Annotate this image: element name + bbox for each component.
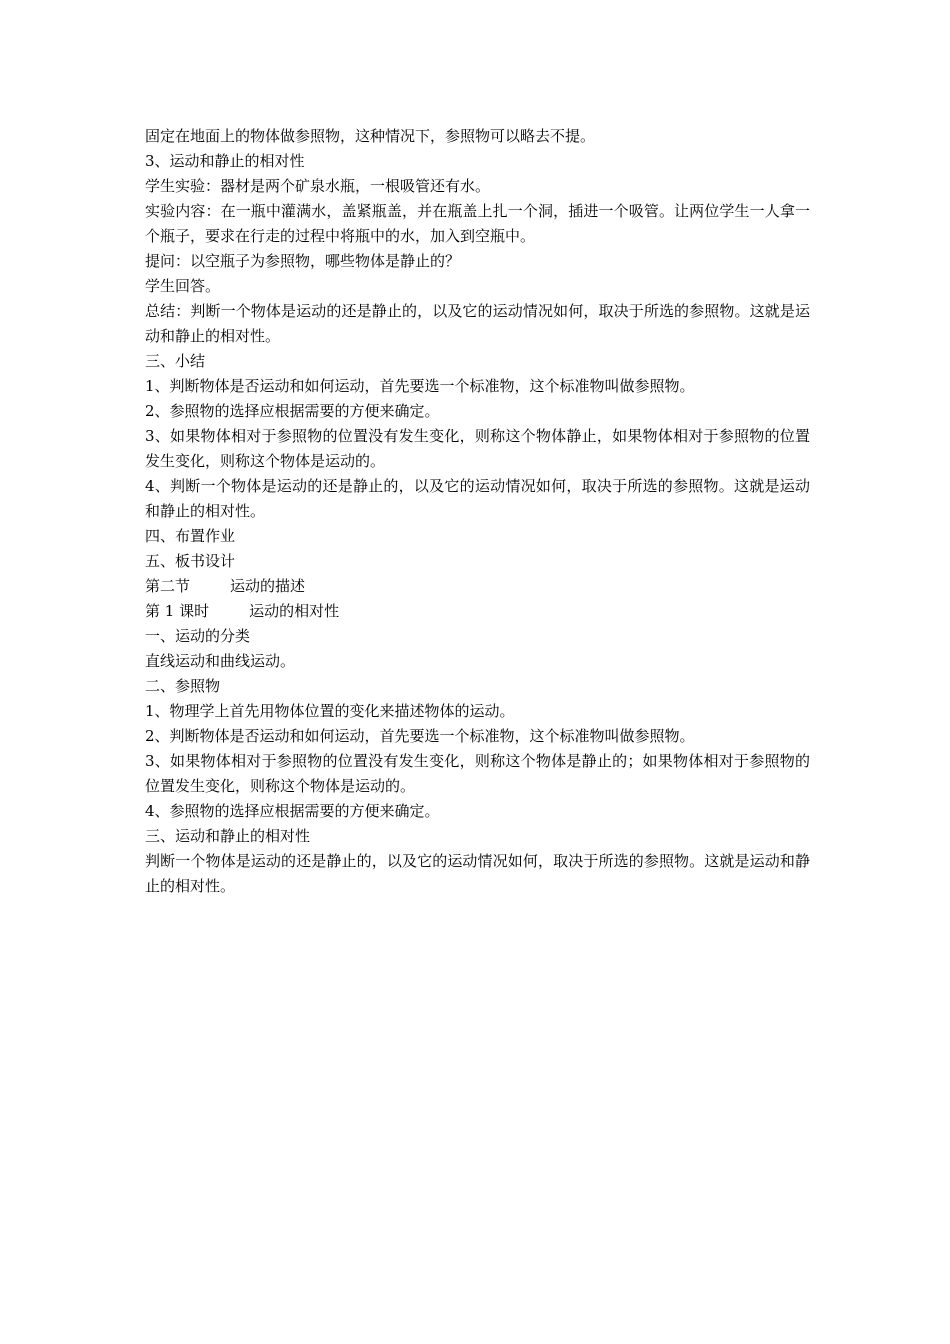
list-item: 2、判断物体是否运动和如何运动，首先要选一个标准物，这个标准物叫做参照物。 [145,727,695,745]
list-item: 2、参照物的选择应根据需要的方便来确定。 [145,402,440,420]
board-title [145,574,810,599]
text-line: 学生回答。 [145,277,221,295]
text-paragraph: 实验内容：在一瓶中灌满水，盖紧瓶盖，并在瓶盖上扎一个洞，插进一个吸管。让两位学生一人拿一个瓶子，要求在行走的过程中将瓶中的水，加入到空瓶中。 [145,202,810,245]
board-title-section: 第二节 [145,577,191,595]
text-paragraph: 判断一个物体是运动的还是静止的，以及它的运动情况如何，取决于所选的参照物。这就是运动和静止的相对性。 [145,852,810,895]
list-item: 1、物理学上首先用物体位置的变化来描述物体的运动。 [145,702,515,720]
section-heading: 三、运动和静止的相对性 [145,827,311,845]
text-line: 提问：以空瓶子为参照物，哪些物体是静止的？ [145,252,461,270]
list-item: 4、判断一个物体是运动的还是静止的，以及它的运动情况如何，取决于所选的参照物。这就是运动和静止的相对性。 [145,477,810,520]
list-item: 1、判断物体是否运动和如何运动，首先要选一个标准物，这个标准物叫做参照物。 [145,377,695,395]
board-title-topic: 运动的描述 [230,577,306,595]
section-heading: 五、板书设计 [145,552,236,570]
list-item: 3、如果物体相对于参照物的位置没有发生变化，则称这个物体静止，如果物体相对于参照物的位置发生变化，则称这个物体是运动的。 [145,427,810,470]
document-body [145,124,810,899]
list-item: 4、参照物的选择应根据需要的方便来确定。 [145,802,440,820]
section-heading: 二、参照物 [145,677,221,695]
text-line: 固定在地面上的物体做参照物，这种情况下，参照物可以略去不提。 [145,127,596,145]
section-heading: 三、小结 [145,352,206,370]
board-lesson-topic: 运动的相对性 [249,602,340,620]
text-line: 学生实验：器材是两个矿泉水瓶，一根吸管还有水。 [145,177,491,195]
section-heading: 一、运动的分类 [145,627,251,645]
text-line: 直线运动和曲线运动。 [145,652,296,670]
text-paragraph: 总结：判断一个物体是运动的还是静止的，以及它的运动情况如何，取决于所选的参照物。这就是运动和静止的相对性。 [145,302,810,345]
section-heading: 3、运动和静止的相对性 [145,152,305,170]
section-heading: 四、布置作业 [145,527,236,545]
list-item: 3、如果物体相对于参照物的位置没有发生变化，则称这个物体是静止的；如果物体相对于参照物的位置发生变化，则称这个物体是运动的。 [145,752,810,795]
board-lesson [145,599,810,624]
board-lesson-number: 第 1 课时 [145,602,210,620]
